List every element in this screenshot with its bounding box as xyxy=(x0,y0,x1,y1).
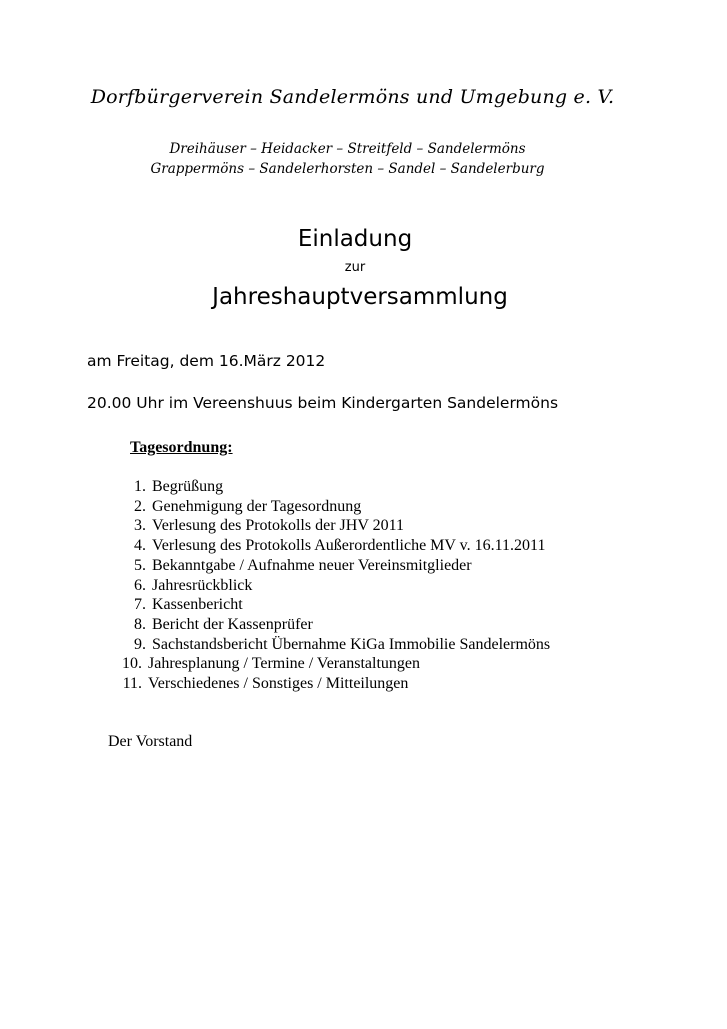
agenda-item-text: Bericht der Kassenprüfer xyxy=(152,615,313,633)
signature: Der Vorstand xyxy=(108,733,193,750)
agenda-heading: Tagesordnung: xyxy=(130,439,233,456)
agenda-item-number: 8. xyxy=(134,615,146,633)
agenda-item-number: 4. xyxy=(134,537,146,555)
agenda-item xyxy=(112,615,550,635)
agenda-item-number: 3. xyxy=(134,517,146,535)
invitation-title: Einladung xyxy=(297,226,413,252)
agenda-item-text: Jahresplanung / Termine / Veranstaltungen xyxy=(148,655,420,673)
organization-title: Dorfbürgerverein Sandelermöns und Umgebung e. V. xyxy=(90,86,615,108)
agenda-item-text: Jahresrückblick xyxy=(152,576,253,594)
agenda-item xyxy=(112,536,550,556)
agenda-item-number: 11. xyxy=(122,675,142,693)
agenda-item-number: 7. xyxy=(134,596,146,614)
agenda-item xyxy=(112,576,550,596)
agenda-item xyxy=(112,556,550,576)
agenda-item xyxy=(112,516,550,536)
agenda-item-text: Bekanntgabe / Aufnahme neuer Vereinsmitglieder xyxy=(152,556,472,574)
villages-line-1: Dreihäuser – Heidacker – Streitfeld – Sandelermöns xyxy=(169,141,526,157)
villages-line-2: Grappermöns – Sandelerhorsten – Sandel – Sandelerburg xyxy=(150,161,545,177)
agenda-item xyxy=(112,654,550,674)
invitation-event: Jahreshauptversammlung xyxy=(212,284,508,310)
agenda-item-number: 2. xyxy=(134,497,146,515)
invitation-connector: zur xyxy=(344,260,366,275)
agenda-item-number: 1. xyxy=(134,478,146,495)
agenda-item-text: Verschiedenes / Sonstiges / Mitteilungen xyxy=(148,675,409,693)
agenda-item-text: Begrüßung xyxy=(152,478,224,495)
agenda-item xyxy=(112,635,550,655)
agenda-item-text: Sachstandsbericht Übernahme KiGa Immobilie Sandelermöns xyxy=(152,635,551,653)
agenda-item xyxy=(112,477,550,497)
agenda-item-text: Verlesung des Protokolls Außerordentliche MV v. 16.11.2011 xyxy=(152,537,546,555)
agenda-item-number: 10. xyxy=(122,655,142,673)
agenda-item-number: 6. xyxy=(134,576,146,594)
agenda-item-number: 5. xyxy=(134,556,146,574)
meeting-date: am Freitag, dem 16.März 2012 xyxy=(87,352,326,370)
agenda-list xyxy=(112,477,550,694)
agenda-item xyxy=(112,674,550,694)
agenda-item xyxy=(112,497,550,517)
agenda-item-number: 9. xyxy=(134,635,146,653)
agenda-item xyxy=(112,595,550,615)
agenda-item-text: Genehmigung der Tagesordnung xyxy=(152,497,362,515)
meeting-time-place: 20.00 Uhr im Vereenshuus beim Kindergarten Sandelermöns xyxy=(87,394,559,412)
agenda-item-text: Kassenbericht xyxy=(152,596,243,614)
agenda-item-text: Verlesung des Protokolls der JHV 2011 xyxy=(152,517,404,535)
